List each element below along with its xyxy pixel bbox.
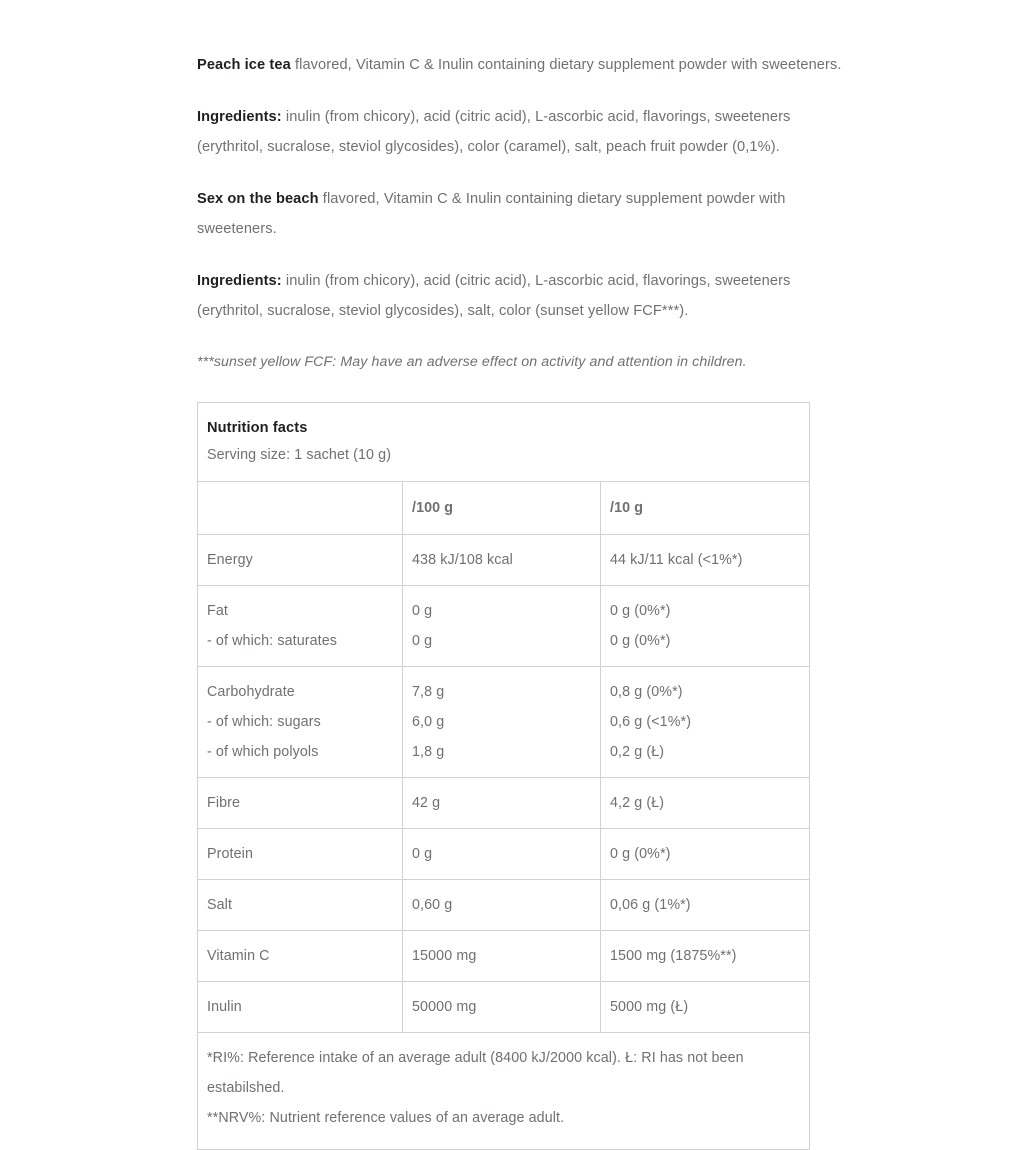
table-row — [198, 535, 810, 586]
row-value-carbohydrate-per-100g — [403, 667, 601, 778]
value-line: 6,0 g — [412, 714, 445, 730]
row-label-carbohydrate — [198, 667, 403, 778]
value-line: 0 g — [412, 633, 433, 649]
value-line: 0 g (0%*) — [610, 633, 671, 649]
label-sub-line: - of which: saturates — [207, 633, 338, 649]
paragraph-lead: Ingredients: — [197, 273, 282, 289]
label-sub-line: - of which polyols — [207, 744, 319, 760]
table-column-header-row — [198, 482, 810, 535]
value-line: 5000 mg (Ł) — [610, 999, 689, 1015]
table-row — [198, 880, 810, 931]
value-line: 438 kJ/108 kcal — [412, 552, 513, 568]
row-label-fat — [198, 586, 403, 667]
column-header-name — [198, 482, 403, 535]
table-row — [198, 778, 810, 829]
value-line: 50000 mg — [412, 999, 477, 1015]
value-line: 0 g (0%*) — [610, 603, 671, 619]
value-line: 0,6 g (<1%*) — [610, 714, 692, 730]
value-line: 42 g — [412, 795, 441, 811]
footnote-ri: *RI%: Reference intake of an average adult (8400 kJ/2000 kcal). Ł: RI has not been estabilshed. — [207, 1050, 744, 1096]
value-line: 0 g — [412, 846, 433, 862]
value-line: 0,8 g (0%*) — [610, 684, 683, 700]
column-header-per-100g: /100 g — [403, 482, 601, 535]
table-row — [198, 982, 810, 1033]
label-line: Fat — [207, 603, 228, 619]
row-value-energy-per-10g — [601, 535, 810, 586]
paragraph-body: flavored, Vitamin C & Inulin containing dietary supplement powder with sweeteners. — [290, 57, 842, 73]
paragraph-sex-on-the-beach-description — [197, 184, 842, 244]
row-label-vitamin-c: Vitamin C — [198, 931, 403, 982]
row-value-salt-per-100g — [403, 880, 601, 931]
row-value-protein-per-100g — [403, 829, 601, 880]
row-value-fat-per-100g — [403, 586, 601, 667]
value-line: 1500 mg (1875%**) — [610, 948, 737, 964]
value-line: 0 g (0%*) — [610, 846, 671, 862]
row-value-fibre-per-10g — [601, 778, 810, 829]
nutrition-header-row — [198, 403, 810, 482]
footnote-nrv: **NRV%: Nutrient reference values of an average adult. — [207, 1110, 565, 1126]
row-label-inulin: Inulin — [198, 982, 403, 1033]
value-line: 7,8 g — [412, 684, 445, 700]
allergen-note: ***sunset yellow FCF: May have an adverse effect on activity and attention in children. — [197, 354, 747, 370]
row-value-protein-per-10g — [601, 829, 810, 880]
row-value-fat-per-10g — [601, 586, 810, 667]
row-value-vitamin-c-per-10g — [601, 931, 810, 982]
paragraph-body: flavored, Vitamin C & Inulin containing dietary supplement powder with sweeteners. — [197, 191, 786, 237]
paragraph-peach-ice-tea-description — [197, 50, 842, 80]
value-line: 44 kJ/11 kcal (<1%*) — [610, 552, 743, 568]
label-sub-line: - of which: sugars — [207, 714, 321, 730]
value-line: 0,2 g (Ł) — [610, 744, 665, 760]
row-value-fibre-per-100g — [403, 778, 601, 829]
footnotes-cell — [198, 1033, 810, 1150]
paragraph-body: inulin (from chicory), acid (citric acid), L-ascorbic acid, flavorings, sweeteners (erythritol, sucralose, steviol glycosides), color (caramel), salt, peach fruit powder (0,1%). — [197, 109, 791, 155]
value-line: 15000 mg — [412, 948, 477, 964]
nutrition-serving-size: Serving size: 1 sachet (10 g) — [207, 447, 392, 463]
value-line: 0,06 g (1%*) — [610, 897, 691, 913]
row-value-carbohydrate-per-10g — [601, 667, 810, 778]
row-value-salt-per-10g — [601, 880, 810, 931]
paragraph-sex-on-the-beach-ingredients — [197, 266, 842, 326]
paragraph-lead: Ingredients: — [197, 109, 282, 125]
row-label-protein: Protein — [198, 829, 403, 880]
value-line: 0 g — [412, 603, 433, 619]
paragraph-peach-ice-tea-ingredients — [197, 102, 842, 162]
column-header-per-10g: /10 g — [601, 482, 810, 535]
nutrition-title: Nutrition facts — [207, 420, 308, 436]
paragraph-body: inulin (from chicory), acid (citric acid), L-ascorbic acid, flavorings, sweeteners (erythritol, sucralose, steviol glycosides), salt, color (sunset yellow FCF***). — [197, 273, 791, 319]
value-line: 4,2 g (Ł) — [610, 795, 665, 811]
table-row — [198, 667, 810, 778]
row-value-vitamin-c-per-100g — [403, 931, 601, 982]
document-content — [197, 50, 842, 1150]
nutrition-facts-table — [197, 402, 810, 1150]
paragraph-lead: Peach ice tea — [197, 57, 291, 73]
footnotes-row — [198, 1033, 810, 1150]
table-row — [198, 586, 810, 667]
table-row — [198, 829, 810, 880]
table-row — [198, 931, 810, 982]
row-value-inulin-per-10g — [601, 982, 810, 1033]
paragraph-lead: Sex on the beach — [197, 191, 319, 207]
row-value-inulin-per-100g — [403, 982, 601, 1033]
row-label-energy: Energy — [198, 535, 403, 586]
nutrition-header-cell — [198, 403, 810, 482]
value-line: 0,60 g — [412, 897, 453, 913]
row-label-salt: Salt — [198, 880, 403, 931]
row-value-energy-per-100g — [403, 535, 601, 586]
label-line: Carbohydrate — [207, 684, 295, 700]
value-line: 1,8 g — [412, 744, 445, 760]
row-label-fibre: Fibre — [198, 778, 403, 829]
